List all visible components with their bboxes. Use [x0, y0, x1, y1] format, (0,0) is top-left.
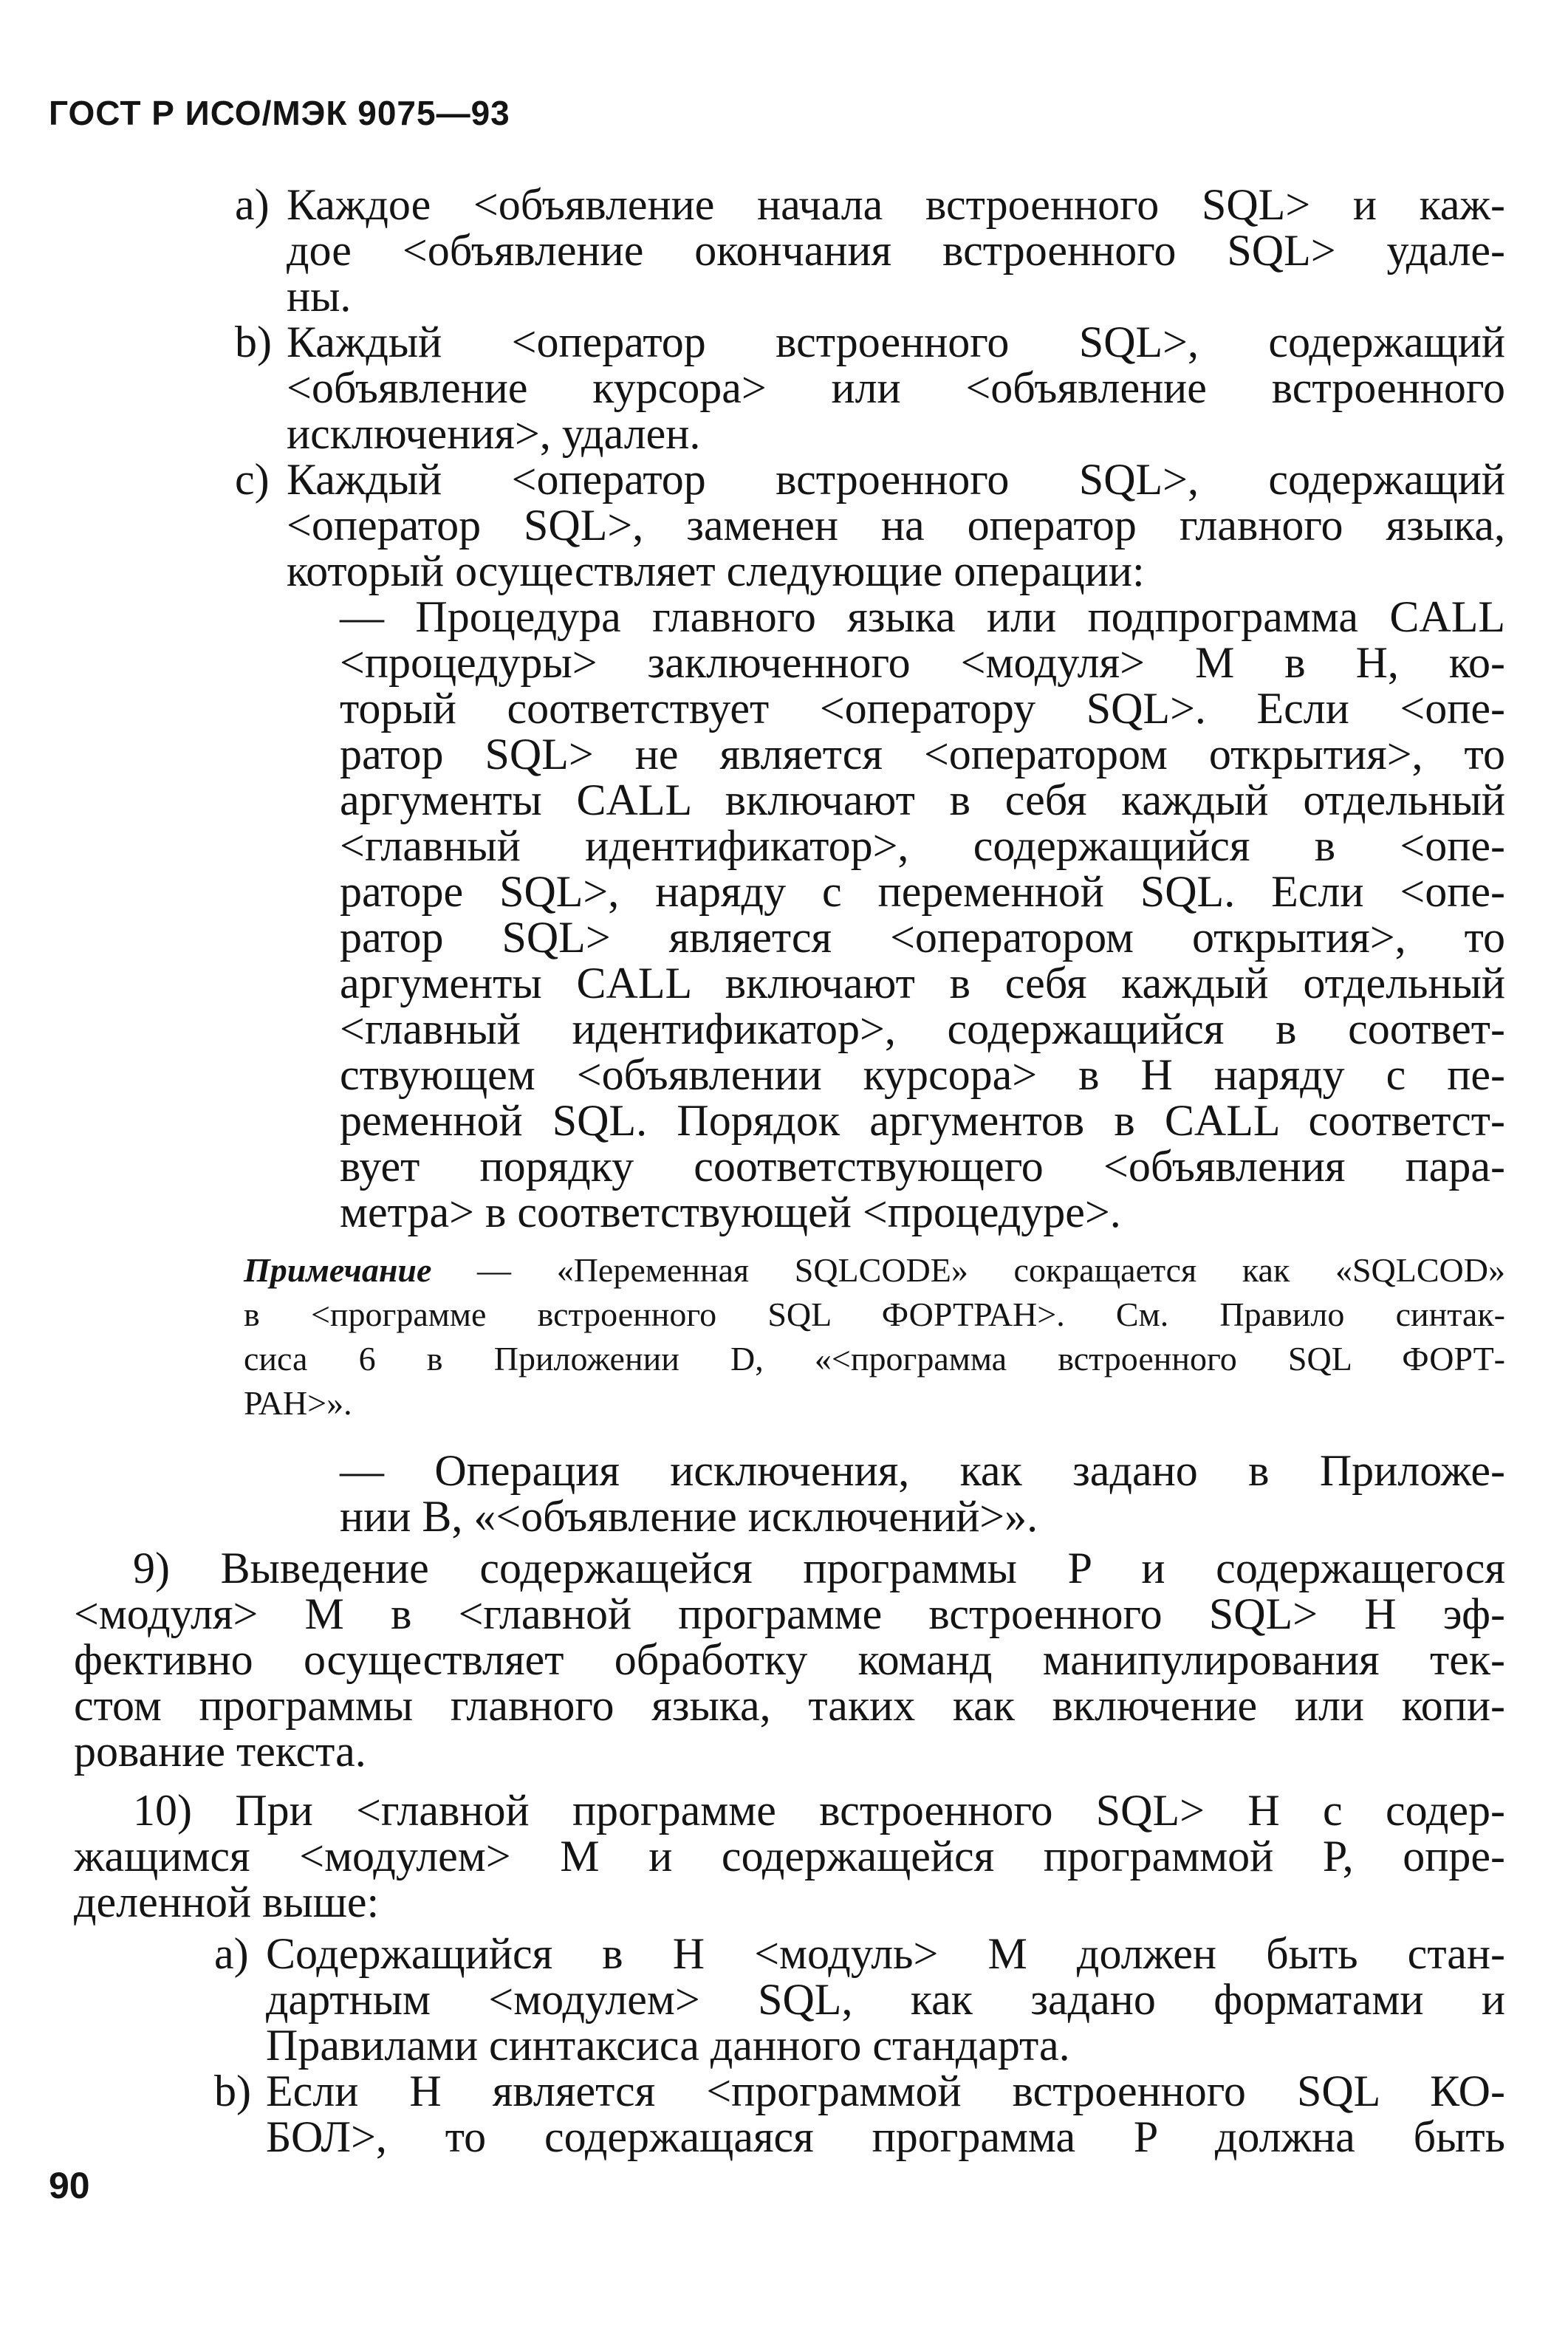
dash-paragraph-line: — Операция исключения, как задано в Приложе- [340, 1446, 1505, 1495]
note-line: в <программе встроенного SQL ФОРТРАН>. См. Правило синтак- [244, 1296, 1505, 1333]
dash-paragraph-line: нии B, «<объявление исключений>». [340, 1492, 1038, 1541]
list-item-line: дартным <модулем> SQL, как задано форматами и [266, 1975, 1505, 2024]
note-line [244, 1248, 1505, 1293]
list-item-line [235, 455, 1505, 504]
paragraph-9-line: 9) Выведение содержащейся программы P и содержащегося [133, 1544, 1505, 1592]
list-item-line [214, 1929, 1505, 1978]
text-line: Каждое <объявление начала встроенного SQL> и каж- [287, 180, 1505, 229]
dash-paragraph-line: аргументы CALL включают в себя каждый отдельный [340, 776, 1505, 824]
dash-paragraph-line: <процедуры> заключенного <модуля> M в H, ко- [340, 638, 1505, 687]
dash-paragraph-line: ствующем <объявлении курсора> в H наряду с пе- [340, 1050, 1505, 1099]
paragraph-10-line: деленной выше: [74, 1878, 380, 1926]
dash-paragraph-line: метра> в соответствующей <процедуре>. [340, 1188, 1121, 1236]
list-marker: b) [214, 2067, 251, 2115]
list-marker: b) [235, 318, 272, 366]
list-item-line: <объявление курсора> или <объявление встроенного [287, 363, 1505, 412]
paragraph-10-line: 10) При <главной программе встроенного SQL> H с содер- [133, 1786, 1505, 1835]
text-line: — «Переменная SQLCODE» сокращается как «SQLCOD» [431, 1251, 1505, 1289]
list-item-line [235, 180, 1505, 229]
list-marker: a) [214, 1929, 249, 1978]
dash-paragraph-line: <главный идентификатор>, содержащийся в соответ- [340, 1005, 1505, 1053]
dash-paragraph-line: ратор SQL> не является <оператором открытия>, то [340, 730, 1505, 778]
text-line: Каждый <оператор встроенного SQL>, содержащий [287, 455, 1505, 504]
dash-paragraph-line: <главный идентификатор>, содержащийся в <опе- [340, 821, 1505, 870]
page-header: ГОСТ Р ИСО/МЭК 9075—93 [49, 94, 510, 132]
dash-paragraph-line: ременной SQL. Порядок аргументов в CALL соответст- [340, 1096, 1505, 1145]
text-line: Каждый <оператор встроенного SQL>, содержащий [287, 318, 1505, 366]
list-item-line: исключения>, удален. [287, 409, 701, 458]
note-line: РАН>». [244, 1384, 352, 1422]
paragraph-9-line: фективно осуществляет обработку команд манипулирования тек- [74, 1635, 1505, 1684]
dash-paragraph-line: вует порядку соответствующего <объявления пара- [340, 1142, 1505, 1191]
paragraph-9-line: рование текста. [74, 1727, 366, 1776]
dash-paragraph-line: торый соответствует <оператору SQL>. Если <опе- [340, 684, 1505, 733]
text-line: Если H является <программой встроенного SQL КО- [266, 2067, 1505, 2115]
paragraph-9-line: <модуля> M в <главной программе встроенного SQL> H эф- [74, 1589, 1505, 1638]
dash-paragraph-line: раторе SQL>, наряду с переменной SQL. Если <опе- [340, 867, 1505, 916]
list-item-line: Правилами синтаксиса данного стандарта. [266, 2021, 1070, 2070]
list-marker: a) [235, 180, 270, 229]
dash-paragraph-line: аргументы CALL включают в себя каждый отдельный [340, 959, 1505, 1007]
list-marker: c) [235, 455, 270, 504]
list-item-line [214, 2067, 1505, 2115]
note-line: сиса 6 в Приложении D, «<программа встроенного SQL ФОРТ- [244, 1340, 1505, 1378]
list-item-line: ны. [287, 272, 352, 321]
list-item-line: который осуществляет следующие операции: [287, 547, 1145, 595]
dash-paragraph-line: ратор SQL> является <оператором открытия>, то [340, 913, 1505, 962]
note-label: Примечание [244, 1251, 432, 1289]
paragraph-9-line: стом программы главного языка, таких как включение или копи- [74, 1681, 1505, 1730]
list-item-line: дое <объявление окончания встроенного SQL> удале- [287, 226, 1505, 275]
list-item-line: <оператор SQL>, заменен на оператор главного языка, [287, 501, 1505, 550]
list-item-line [235, 318, 1505, 366]
body-text [0, 182, 1568, 2160]
paragraph-10-line: жащимся <модулем> M и содержащейся программой P, опре- [74, 1832, 1505, 1880]
text-line: Содержащийся в H <модуль> M должен быть стан- [266, 1929, 1505, 1978]
dash-paragraph-line: — Процедура главного языка или подпрограмма CALL [340, 592, 1505, 641]
page-number: 90 [49, 2165, 90, 2206]
list-item-line: БОЛ>, то содержащаяся программа P должна быть [266, 2112, 1505, 2161]
